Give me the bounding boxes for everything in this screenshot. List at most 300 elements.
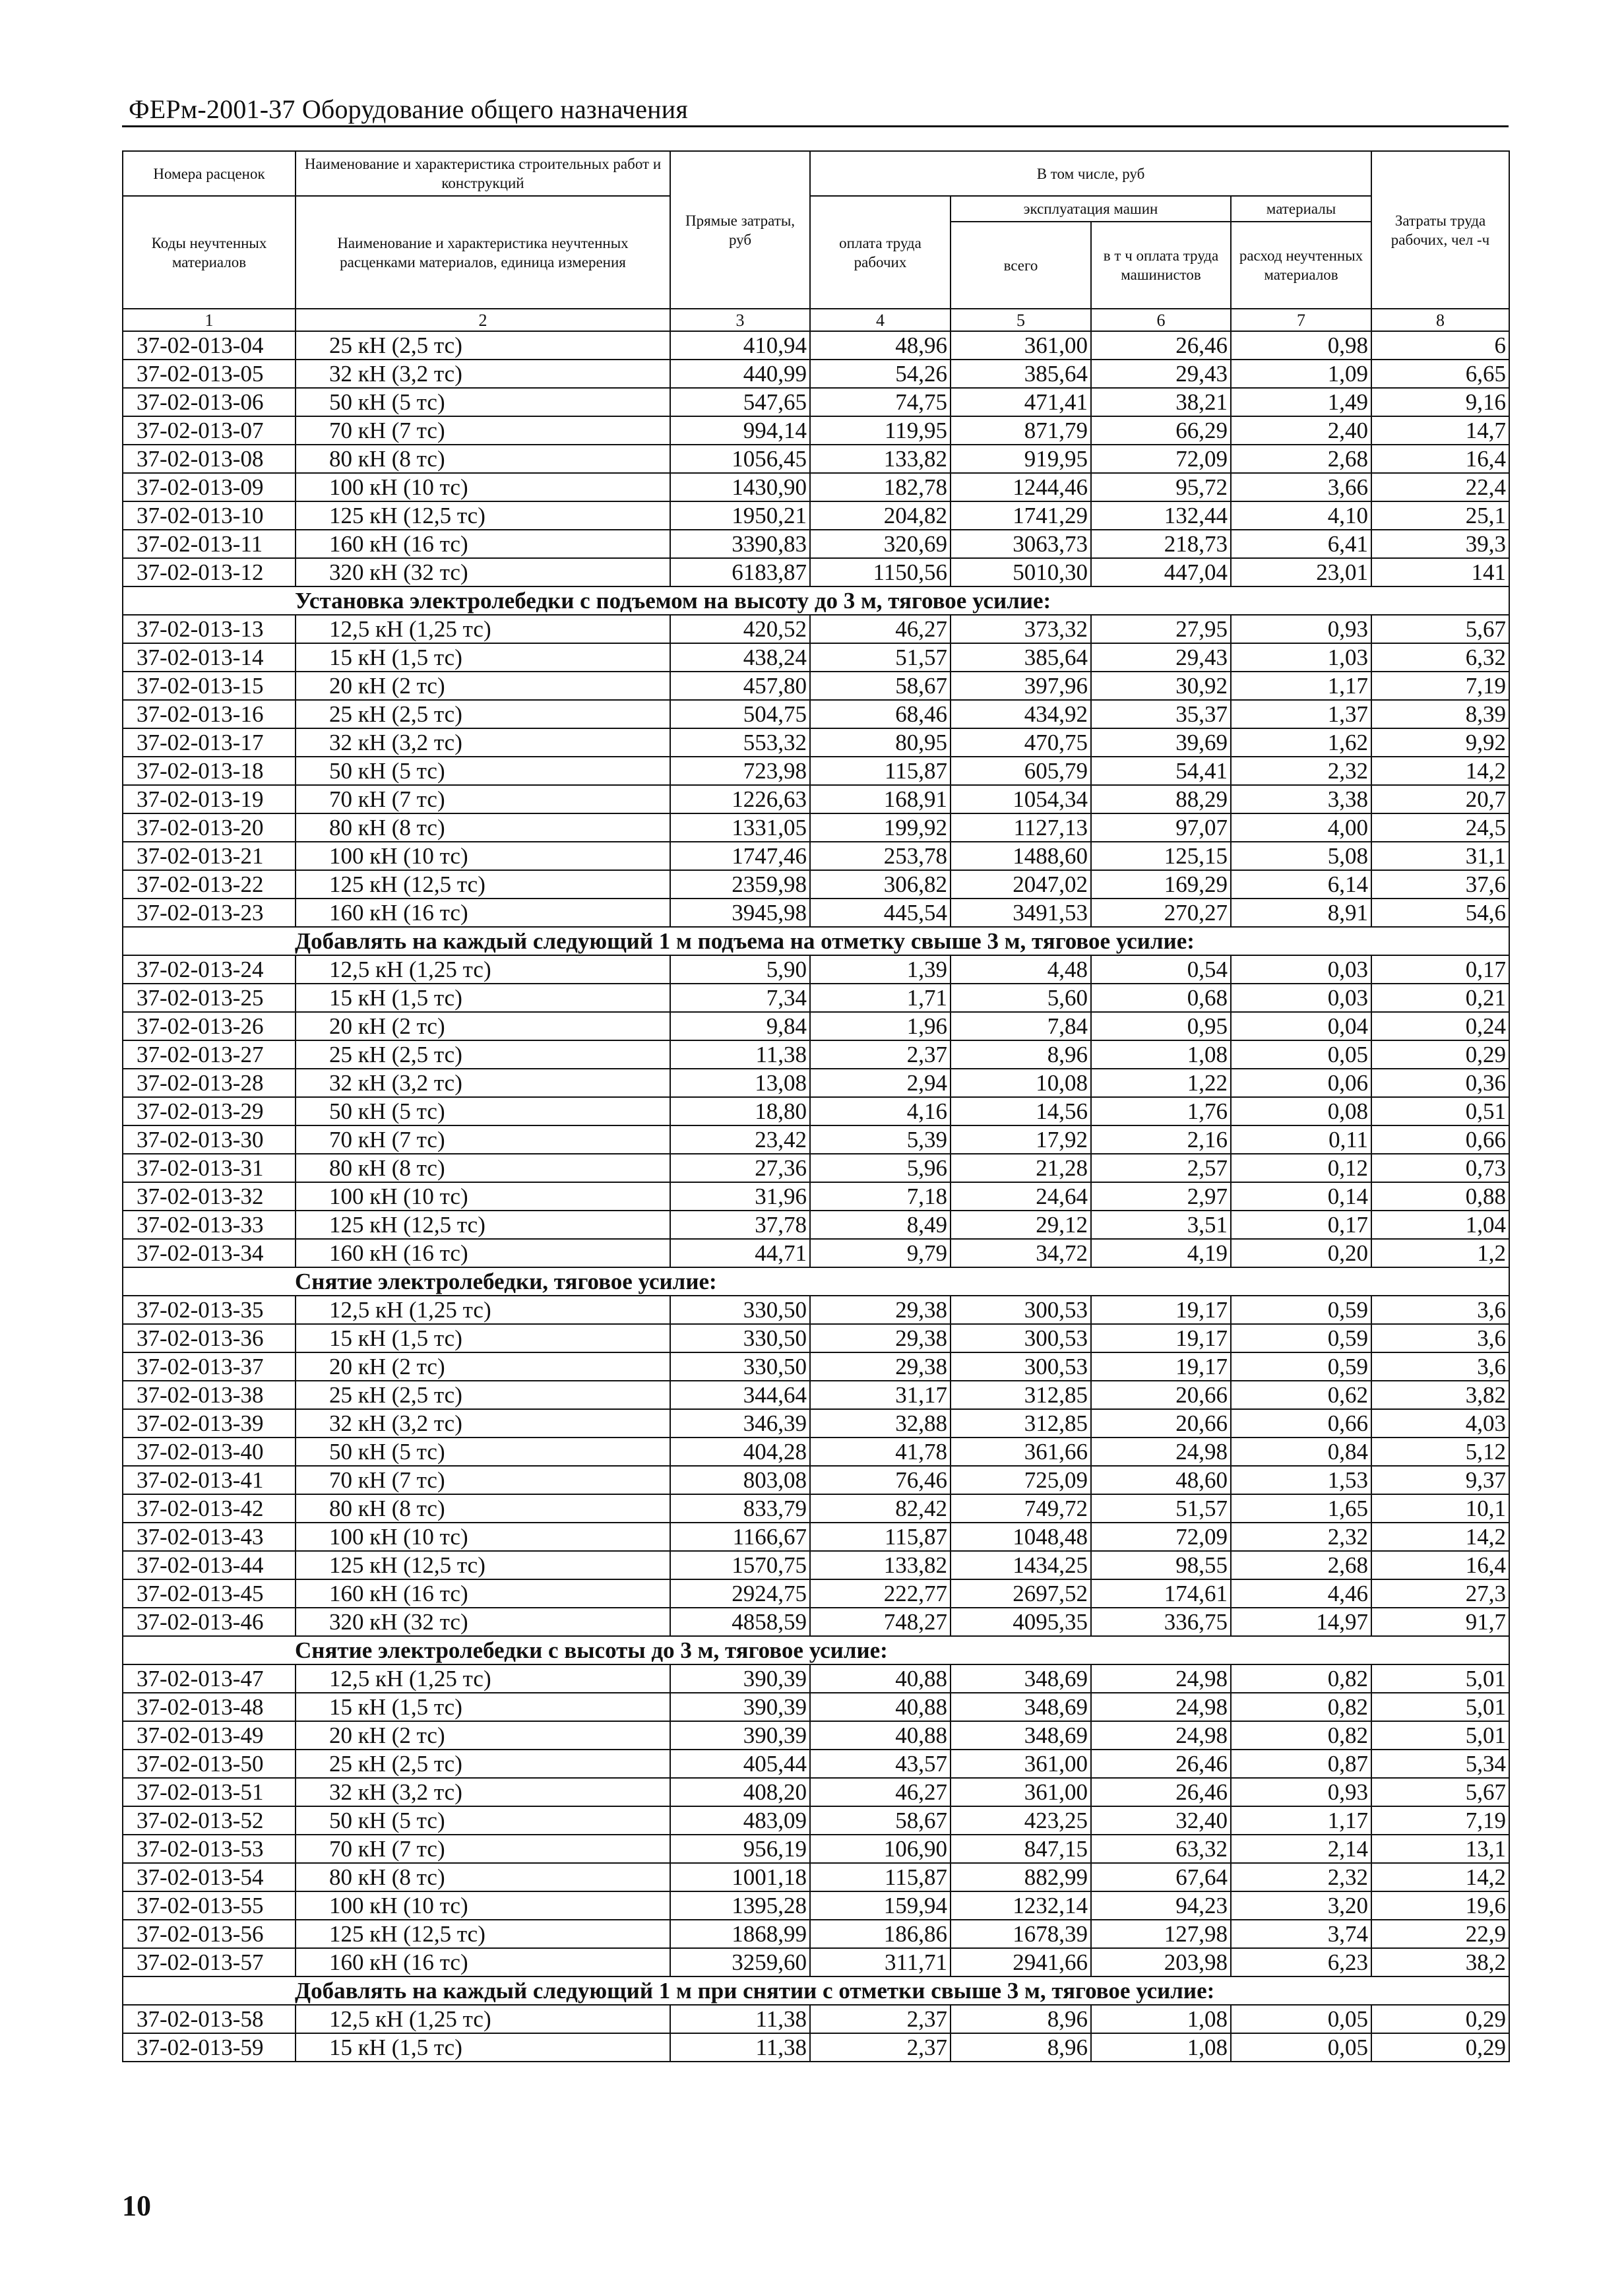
material-consumption-cell: 0,04 [1231,1012,1371,1040]
table-row [123,955,1509,984]
material-consumption-cell: 6,23 [1231,1948,1371,1976]
rate-code-cell: 37-02-013-04 [123,331,296,360]
labor-costs-cell: 27,3 [1371,1579,1509,1608]
operator-pay-cell: 97,07 [1091,813,1231,842]
direct-costs-cell: 7,34 [670,984,810,1012]
rate-code-cell: 37-02-013-29 [123,1097,296,1125]
header-material-name: Наименование и характеристика неучтенных расценками материалов, единица измерения [296,196,670,309]
work-description-cell: 32 кН (3,2 тс) [296,1069,670,1097]
direct-costs-cell: 37,78 [670,1211,810,1239]
machines-total-cell: 2697,52 [951,1579,1091,1608]
work-description-cell: 70 кН (7 тс) [296,1125,670,1154]
machines-total-cell: 14,56 [951,1097,1091,1125]
rate-code-cell: 37-02-013-47 [123,1664,296,1693]
work-description-cell: 15 кН (1,5 тс) [296,1693,670,1721]
header-rate-numbers: Номера расценок [123,151,296,196]
labor-costs-cell: 9,16 [1371,388,1509,416]
operator-pay-cell: 72,09 [1091,1523,1231,1551]
worker-pay-cell: 1,39 [810,955,951,984]
operator-pay-cell: 4,19 [1091,1239,1231,1267]
rate-code-cell: 37-02-013-44 [123,1551,296,1579]
machines-total-cell: 423,25 [951,1806,1091,1835]
table-row [123,728,1509,757]
worker-pay-cell: 29,38 [810,1324,951,1352]
direct-costs-cell: 723,98 [670,757,810,785]
direct-costs-cell: 1166,67 [670,1523,810,1551]
operator-pay-cell: 95,72 [1091,473,1231,501]
machines-total-cell: 1054,34 [951,785,1091,813]
machines-total-cell: 361,00 [951,331,1091,360]
operator-pay-cell: 447,04 [1091,558,1231,586]
operator-pay-cell: 54,41 [1091,757,1231,785]
machines-total-cell: 312,85 [951,1381,1091,1409]
rate-code-cell: 37-02-013-16 [123,700,296,728]
worker-pay-cell: 115,87 [810,1863,951,1891]
material-consumption-cell: 0,82 [1231,1664,1371,1693]
work-description-cell: 50 кН (5 тс) [296,1097,670,1125]
worker-pay-cell: 29,38 [810,1352,951,1381]
worker-pay-cell: 68,46 [810,700,951,728]
labor-costs-cell: 14,2 [1371,1863,1509,1891]
worker-pay-cell: 54,26 [810,360,951,388]
labor-costs-cell: 7,19 [1371,672,1509,700]
operator-pay-cell: 38,21 [1091,388,1231,416]
section-heading: Добавлять на каждый следующий 1 м подъема на отметку свыше 3 м, тяговое усилие: [123,927,1509,955]
material-consumption-cell: 2,32 [1231,1523,1371,1551]
work-description-cell: 20 кН (2 тс) [296,1012,670,1040]
operator-pay-cell: 1,08 [1091,2033,1231,2062]
direct-costs-cell: 44,71 [670,1239,810,1267]
direct-costs-cell: 1056,45 [670,445,810,473]
machines-total-cell: 7,84 [951,1012,1091,1040]
material-consumption-cell: 1,53 [1231,1466,1371,1494]
work-description-cell: 125 кН (12,5 тс) [296,501,670,530]
labor-costs-cell: 14,2 [1371,757,1509,785]
machines-total-cell: 4095,35 [951,1608,1091,1636]
worker-pay-cell: 43,57 [810,1750,951,1778]
operator-pay-cell: 218,73 [1091,530,1231,558]
direct-costs-cell: 31,96 [670,1182,810,1211]
section-heading-row [123,927,1509,955]
material-consumption-cell: 0,14 [1231,1182,1371,1211]
operator-pay-cell: 27,95 [1091,615,1231,643]
table-row [123,360,1509,388]
rate-code-cell: 37-02-013-56 [123,1920,296,1948]
work-description-cell: 20 кН (2 тс) [296,1352,670,1381]
material-consumption-cell: 2,68 [1231,445,1371,473]
table-row [123,984,1509,1012]
labor-costs-cell: 16,4 [1371,445,1509,473]
rate-code-cell: 37-02-013-50 [123,1750,296,1778]
material-consumption-cell: 0,66 [1231,1409,1371,1438]
section-heading-row [123,586,1509,615]
column-number: 5 [951,309,1091,331]
direct-costs-cell: 390,39 [670,1693,810,1721]
work-description-cell: 32 кН (3,2 тс) [296,1778,670,1806]
material-consumption-cell: 0,05 [1231,2033,1371,2062]
direct-costs-cell: 5,90 [670,955,810,984]
material-consumption-cell: 3,38 [1231,785,1371,813]
labor-costs-cell: 39,3 [1371,530,1509,558]
material-consumption-cell: 1,17 [1231,672,1371,700]
column-number: 2 [296,309,670,331]
work-description-cell: 12,5 кН (1,25 тс) [296,615,670,643]
rate-code-cell: 37-02-013-31 [123,1154,296,1182]
column-number: 8 [1371,309,1509,331]
labor-costs-cell: 31,1 [1371,842,1509,870]
machines-total-cell: 725,09 [951,1466,1091,1494]
table-row [123,785,1509,813]
table-row [123,558,1509,586]
work-description-cell: 50 кН (5 тс) [296,1438,670,1466]
worker-pay-cell: 199,92 [810,813,951,842]
machines-total-cell: 361,00 [951,1778,1091,1806]
material-consumption-cell: 6,41 [1231,530,1371,558]
direct-costs-cell: 483,09 [670,1806,810,1835]
table-row [123,1409,1509,1438]
table-row [123,1608,1509,1636]
direct-costs-cell: 11,38 [670,2005,810,2033]
labor-costs-cell: 0,21 [1371,984,1509,1012]
worker-pay-cell: 1,71 [810,984,951,1012]
labor-costs-cell: 5,67 [1371,1778,1509,1806]
labor-costs-cell: 0,88 [1371,1182,1509,1211]
material-consumption-cell: 0,59 [1231,1352,1371,1381]
worker-pay-cell: 82,42 [810,1494,951,1523]
column-number-row [123,309,1509,331]
table-row [123,1693,1509,1721]
machines-total-cell: 17,92 [951,1125,1091,1154]
operator-pay-cell: 3,51 [1091,1211,1231,1239]
operator-pay-cell: 1,76 [1091,1097,1231,1125]
work-description-cell: 50 кН (5 тс) [296,1806,670,1835]
operator-pay-cell: 48,60 [1091,1466,1231,1494]
machines-total-cell: 34,72 [951,1239,1091,1267]
direct-costs-cell: 23,42 [670,1125,810,1154]
work-description-cell: 125 кН (12,5 тс) [296,1211,670,1239]
table-row [123,700,1509,728]
labor-costs-cell: 0,17 [1371,955,1509,984]
operator-pay-cell: 63,32 [1091,1835,1231,1863]
rate-code-cell: 37-02-013-46 [123,1608,296,1636]
rate-code-cell: 37-02-013-35 [123,1296,296,1324]
header-material-codes: Коды неучтенных материалов [123,196,296,309]
labor-costs-cell: 0,29 [1371,2033,1509,2062]
material-consumption-cell: 3,20 [1231,1891,1371,1920]
labor-costs-cell: 1,2 [1371,1239,1509,1267]
table-row [123,1551,1509,1579]
table-row [123,473,1509,501]
worker-pay-cell: 115,87 [810,1523,951,1551]
table-row [123,672,1509,700]
worker-pay-cell: 306,82 [810,870,951,899]
material-consumption-cell: 0,03 [1231,955,1371,984]
table-row [123,1239,1509,1267]
worker-pay-cell: 76,46 [810,1466,951,1494]
labor-costs-cell: 54,6 [1371,899,1509,927]
worker-pay-cell: 168,91 [810,785,951,813]
operator-pay-cell: 24,98 [1091,1721,1231,1750]
labor-costs-cell: 5,67 [1371,615,1509,643]
material-consumption-cell: 4,10 [1231,501,1371,530]
table-row [123,1182,1509,1211]
work-description-cell: 12,5 кН (1,25 тс) [296,1296,670,1324]
material-consumption-cell: 1,09 [1231,360,1371,388]
machines-total-cell: 361,00 [951,1750,1091,1778]
machines-total-cell: 471,41 [951,388,1091,416]
operator-pay-cell: 125,15 [1091,842,1231,870]
direct-costs-cell: 440,99 [670,360,810,388]
rate-code-cell: 37-02-013-45 [123,1579,296,1608]
rate-code-cell: 37-02-013-40 [123,1438,296,1466]
worker-pay-cell: 29,38 [810,1296,951,1324]
labor-costs-cell: 141 [1371,558,1509,586]
section-heading: Установка электролебедки с подъемом на высоту до 3 м, тяговое усилие: [123,586,1509,615]
worker-pay-cell: 222,77 [810,1579,951,1608]
machines-total-cell: 300,53 [951,1352,1091,1381]
direct-costs-cell: 1950,21 [670,501,810,530]
column-number: 3 [670,309,810,331]
table-row [123,530,1509,558]
labor-costs-cell: 6,65 [1371,360,1509,388]
worker-pay-cell: 1,96 [810,1012,951,1040]
direct-costs-cell: 1747,46 [670,842,810,870]
work-description-cell: 160 кН (16 тс) [296,1239,670,1267]
work-description-cell: 70 кН (7 тс) [296,785,670,813]
worker-pay-cell: 46,27 [810,1778,951,1806]
material-consumption-cell: 3,66 [1231,473,1371,501]
rate-code-cell: 37-02-013-57 [123,1948,296,1976]
table-row [123,1438,1509,1466]
table-row [123,870,1509,899]
rate-code-cell: 37-02-013-53 [123,1835,296,1863]
worker-pay-cell: 320,69 [810,530,951,558]
operator-pay-cell: 20,66 [1091,1381,1231,1409]
operator-pay-cell: 132,44 [1091,501,1231,530]
direct-costs-cell: 410,94 [670,331,810,360]
table-row [123,1012,1509,1040]
rate-code-cell: 37-02-013-39 [123,1409,296,1438]
direct-costs-cell: 2359,98 [670,870,810,899]
machines-total-cell: 1741,29 [951,501,1091,530]
machines-total-cell: 348,69 [951,1721,1091,1750]
machines-total-cell: 5,60 [951,984,1091,1012]
worker-pay-cell: 119,95 [810,416,951,445]
rate-code-cell: 37-02-013-15 [123,672,296,700]
labor-costs-cell: 0,51 [1371,1097,1509,1125]
rate-code-cell: 37-02-013-36 [123,1324,296,1352]
header-machines-total: всего [951,222,1091,309]
work-description-cell: 125 кН (12,5 тс) [296,1551,670,1579]
work-description-cell: 160 кН (16 тс) [296,1579,670,1608]
labor-costs-cell: 9,92 [1371,728,1509,757]
operator-pay-cell: 2,16 [1091,1125,1231,1154]
header-worker-pay: оплата труда рабочих [810,196,951,309]
header-including-group: В том числе, руб [810,151,1371,196]
worker-pay-cell: 74,75 [810,388,951,416]
operator-pay-cell: 2,97 [1091,1182,1231,1211]
labor-costs-cell: 3,82 [1371,1381,1509,1409]
labor-costs-cell: 8,39 [1371,700,1509,728]
operator-pay-cell: 19,17 [1091,1352,1231,1381]
work-description-cell: 12,5 кН (1,25 тс) [296,2005,670,2033]
direct-costs-cell: 330,50 [670,1352,810,1381]
operator-pay-cell: 203,98 [1091,1948,1231,1976]
operator-pay-cell: 19,17 [1091,1296,1231,1324]
labor-costs-cell: 5,01 [1371,1664,1509,1693]
table-row [123,445,1509,473]
work-description-cell: 32 кН (3,2 тс) [296,1409,670,1438]
work-description-cell: 100 кН (10 тс) [296,842,670,870]
worker-pay-cell: 4,16 [810,1097,951,1125]
worker-pay-cell: 31,17 [810,1381,951,1409]
material-consumption-cell: 0,17 [1231,1211,1371,1239]
table-row [123,899,1509,927]
machines-total-cell: 470,75 [951,728,1091,757]
material-consumption-cell: 4,46 [1231,1579,1371,1608]
table-row [123,813,1509,842]
rate-code-cell: 37-02-013-55 [123,1891,296,1920]
machines-total-cell: 8,96 [951,1040,1091,1069]
machines-total-cell: 882,99 [951,1863,1091,1891]
worker-pay-cell: 115,87 [810,757,951,785]
material-consumption-cell: 1,03 [1231,643,1371,672]
machines-total-cell: 10,08 [951,1069,1091,1097]
machines-total-cell: 4,48 [951,955,1091,984]
labor-costs-cell: 0,24 [1371,1012,1509,1040]
material-consumption-cell: 5,08 [1231,842,1371,870]
worker-pay-cell: 1150,56 [810,558,951,586]
column-number: 4 [810,309,951,331]
rate-code-cell: 37-02-013-11 [123,530,296,558]
material-consumption-cell: 0,08 [1231,1097,1371,1125]
worker-pay-cell: 748,27 [810,1608,951,1636]
machines-total-cell: 2941,66 [951,1948,1091,1976]
direct-costs-cell: 1331,05 [670,813,810,842]
machines-total-cell: 5010,30 [951,558,1091,586]
material-consumption-cell: 4,00 [1231,813,1371,842]
worker-pay-cell: 5,39 [810,1125,951,1154]
table-row [123,1721,1509,1750]
column-number: 7 [1231,309,1371,331]
header-materials: материалы [1231,196,1371,222]
header-work-name: Наименование и характеристика строительных работ и конструкций [296,151,670,196]
operator-pay-cell: 29,43 [1091,643,1231,672]
labor-costs-cell: 37,6 [1371,870,1509,899]
operator-pay-cell: 0,68 [1091,984,1231,1012]
labor-costs-cell: 13,1 [1371,1835,1509,1863]
table-row [123,1523,1509,1551]
rate-code-cell: 37-02-013-14 [123,643,296,672]
direct-costs-cell: 457,80 [670,672,810,700]
work-description-cell: 20 кН (2 тс) [296,1721,670,1750]
work-description-cell: 80 кН (8 тс) [296,1494,670,1523]
direct-costs-cell: 404,28 [670,1438,810,1466]
labor-costs-cell: 0,29 [1371,1040,1509,1069]
rate-code-cell: 37-02-013-33 [123,1211,296,1239]
worker-pay-cell: 40,88 [810,1664,951,1693]
labor-costs-cell: 0,29 [1371,2005,1509,2033]
material-consumption-cell: 2,14 [1231,1835,1371,1863]
material-consumption-cell: 2,32 [1231,757,1371,785]
direct-costs-cell: 803,08 [670,1466,810,1494]
operator-pay-cell: 2,57 [1091,1154,1231,1182]
direct-costs-cell: 6183,87 [670,558,810,586]
direct-costs-cell: 11,38 [670,1040,810,1069]
work-description-cell: 32 кН (3,2 тс) [296,360,670,388]
material-consumption-cell: 1,49 [1231,388,1371,416]
table-row [123,416,1509,445]
material-consumption-cell: 0,20 [1231,1239,1371,1267]
machines-total-cell: 749,72 [951,1494,1091,1523]
labor-costs-cell: 25,1 [1371,501,1509,530]
operator-pay-cell: 1,22 [1091,1069,1231,1097]
material-consumption-cell: 2,32 [1231,1863,1371,1891]
material-consumption-cell: 0,84 [1231,1438,1371,1466]
table-row [123,1664,1509,1693]
worker-pay-cell: 51,57 [810,643,951,672]
material-consumption-cell: 0,82 [1231,1693,1371,1721]
rate-code-cell: 37-02-013-28 [123,1069,296,1097]
worker-pay-cell: 80,95 [810,728,951,757]
header-operator-pay: в т ч оплата труда машинистов [1091,222,1231,309]
direct-costs-cell: 1395,28 [670,1891,810,1920]
direct-costs-cell: 3259,60 [670,1948,810,1976]
worker-pay-cell: 311,71 [810,1948,951,1976]
direct-costs-cell: 330,50 [670,1296,810,1324]
worker-pay-cell: 133,82 [810,445,951,473]
table-row [123,1948,1509,1976]
rate-code-cell: 37-02-013-25 [123,984,296,1012]
rate-code-cell: 37-02-013-48 [123,1693,296,1721]
table-row [123,1806,1509,1835]
worker-pay-cell: 5,96 [810,1154,951,1182]
direct-costs-cell: 27,36 [670,1154,810,1182]
operator-pay-cell: 1,08 [1091,1040,1231,1069]
rate-code-cell: 37-02-013-08 [123,445,296,473]
labor-costs-cell: 6 [1371,331,1509,360]
direct-costs-cell: 547,65 [670,388,810,416]
rate-code-cell: 37-02-013-43 [123,1523,296,1551]
operator-pay-cell: 26,46 [1091,1778,1231,1806]
work-description-cell: 25 кН (2,5 тс) [296,1381,670,1409]
work-description-cell: 320 кН (32 тс) [296,558,670,586]
direct-costs-cell: 330,50 [670,1324,810,1352]
labor-costs-cell: 1,04 [1371,1211,1509,1239]
worker-pay-cell: 48,96 [810,331,951,360]
direct-costs-cell: 420,52 [670,615,810,643]
worker-pay-cell: 253,78 [810,842,951,870]
material-consumption-cell: 0,05 [1231,1040,1371,1069]
material-consumption-cell: 0,93 [1231,1778,1371,1806]
direct-costs-cell: 11,38 [670,2033,810,2062]
work-description-cell: 12,5 кН (1,25 тс) [296,955,670,984]
material-consumption-cell: 0,59 [1231,1296,1371,1324]
table-row [123,1125,1509,1154]
direct-costs-cell: 1868,99 [670,1920,810,1948]
operator-pay-cell: 169,29 [1091,870,1231,899]
machines-total-cell: 1127,13 [951,813,1091,842]
rate-code-cell: 37-02-013-58 [123,2005,296,2033]
direct-costs-cell: 1001,18 [670,1863,810,1891]
section-heading-row [123,1976,1509,2005]
direct-costs-cell: 13,08 [670,1069,810,1097]
work-description-cell: 15 кН (1,5 тс) [296,643,670,672]
material-consumption-cell: 0,03 [1231,984,1371,1012]
worker-pay-cell: 2,37 [810,2005,951,2033]
operator-pay-cell: 24,98 [1091,1438,1231,1466]
header-direct-costs: Прямые затраты, руб [670,151,810,309]
